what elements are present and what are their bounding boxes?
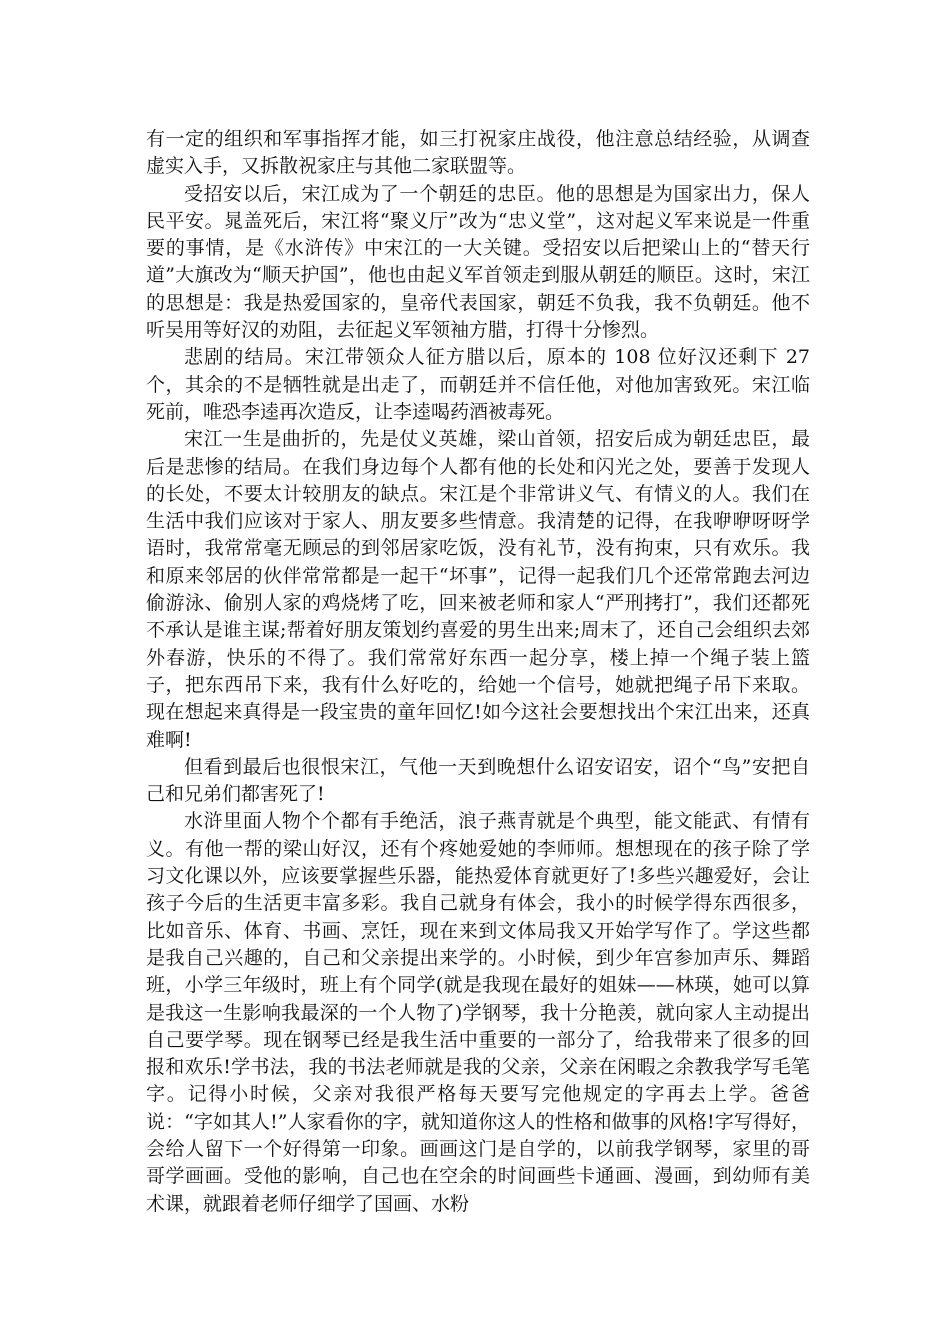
paragraph-hobbies: 水浒里面人物个个都有手绝活，浪子燕青就是个典型，能文能武、有情有义。有他一帮的梁山好汉，还有个疼她爱她的李师师。想想现在的孩子除了学习文化课以外，应该要掌握些乐器，能热爱体育就更好了!多些兴趣爱好，会让孩子今后的生活更丰富多彩。我自己就身有体会，我小的时候学得东西很多，比如音乐、体育、书画、烹饪，现在来到文体局我又开始学写作了。学这些都是我自己兴趣的，自己和父亲提出来学的。小时候，到少年宫参加声乐、舞蹈班，小学三年级时，班上有个同学(就是我现在最好的姐妹——林瑛，她可以算是我这一生影响我最深的一个人物了)学钢琴，我十分艳羡，就向家人主动提出自己要学琴。现在钢琴已经是我生活中重要的一部分了，给我带来了很多的回报和欢乐!学书法，我的书法老师就是我的父亲，父亲在闲暇之余教我学写毛笔字。记得小时候，父亲对我很严格每天要写完他规定的字再去上学。爸爸说：“字如其人!”人家看你的字，就知道你这人的性格和做事的风格!字写得好，会给人留下一个好得第一印象。画画这门是自学的，以前我学钢琴，家里的哥哥学画画。受他的影响，自己也在空余的时间画些卡通画、漫画，到幼师有美术课，就跟着老师仔细学了国画、水粉 [146, 810, 810, 1215]
paragraph-resentment: 但看到最后也很恨宋江，气他一天到晚想什么诏安诏安，诏个“鸟”安把自己和兄弟们都害死了! [146, 755, 810, 806]
paragraph-continuation: 有一定的组织和军事指挥才能，如三打祝家庄战役，他注意总结经验，从调查虚实入手，又拆散祝家庄与其他二家联盟等。 [146, 128, 810, 178]
paragraph-reflection: 宋江一生是曲折的，先是仗义英雄，梁山首领，招安后成为朝廷忠臣，最后是悲惨的结局。在我们身边每个人都有他的长处和闪光之处，要善于发现人的长处，不要太计较朋友的缺点。宋江是个非常讲义气、有情义的人。我们在生活中我们应该对于家人、朋友要多些情意。我清楚的记得，在我咿咿呀呀学语时，我常常毫无顾忌的到邻居家吃饭，没有礼节，没有拘束，只有欢乐。我和原来邻居的伙伴常常都是一起干“坏事”，记得一起我们几个还常常跑去河边偷游泳、偷别人家的鸡烧烤了吃，回来被老师和家人“严刑拷打”，我们还都死不承认是谁主谋;帮着好朋友策划约喜爱的男生出来;周末了，还自己会组织去郊外春游，快乐的不得了。我们常常好东西一起分享，楼上掉一个绳子装上篮子，把东西吊下来，我有什么好吃的，给她一个信号，她就把绳子吊下来取。现在想起来真得是一段宝贵的童年回忆!如今这社会要想找出个宋江出来，还真难啊! [146, 428, 810, 751]
paragraph-amnesty: 受招安以后，宋江成为了一个朝廷的忠臣。他的思想是为国家出力，保人民平安。晁盖死后，宋江将“聚义厅”改为“忠义堂”，这对起义军来说是一件重要的事情，是《水浒传》中宋江的一大关键。受招安以后把梁山上的“替天行道”大旗改为“顺天护国”，他也由起义军首领走到服从朝廷的顺臣。这时，宋江的思想是：我是热爱国家的，皇帝代表国家，朝廷不负我，我不负朝廷。他不听吴用等好汉的劝阻，去征起义军领袖方腊，打得十分惨烈。 [146, 182, 810, 342]
document-body [146, 126, 810, 1218]
paragraph-tragic-ending: 悲剧的结局。宋江带领众人征方腊以后，原本的 108 位好汉还剩下 27 个，其余的不是牺牲就是出走了，而朝廷并不信任他，对他加害致死。宋江临死前，唯恐李逵再次造反，让李逵喝药酒被毒死。 [146, 346, 810, 423]
